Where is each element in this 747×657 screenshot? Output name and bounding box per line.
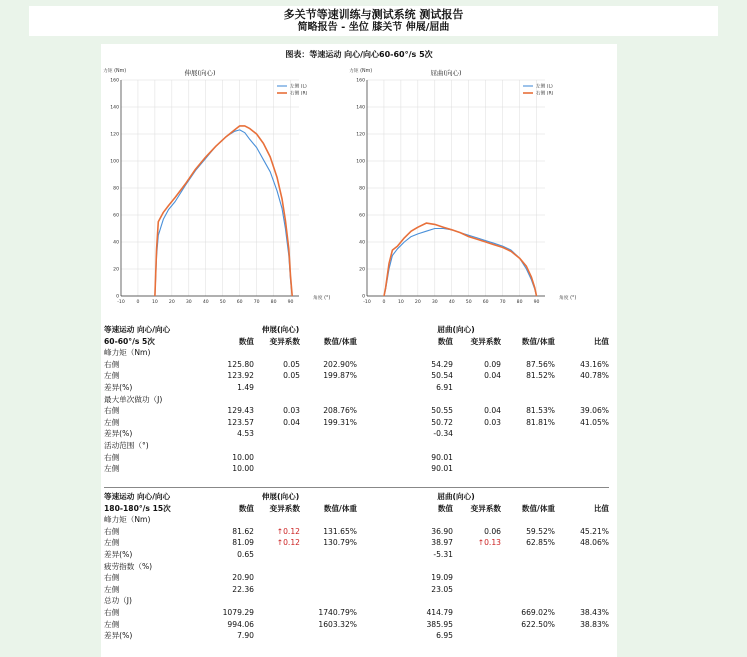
x-tick-label: 80 bbox=[270, 300, 277, 305]
column-header: 数值 bbox=[238, 336, 254, 346]
row-label: 左侧 bbox=[104, 538, 120, 548]
y-tick-label: 120 bbox=[356, 132, 365, 138]
table-cell bbox=[555, 584, 609, 596]
table-cell bbox=[453, 452, 501, 464]
table-cell bbox=[300, 382, 357, 394]
x-tick-label: 60 bbox=[236, 300, 243, 305]
table-cell bbox=[501, 595, 555, 607]
table-header-row bbox=[104, 336, 609, 348]
table-cell: 23.05 bbox=[431, 584, 454, 594]
row-label: 最大单次做功（J) bbox=[104, 394, 163, 404]
column-header: 数值 bbox=[238, 503, 254, 513]
x-tick-label: 0 bbox=[382, 300, 386, 305]
table-cell: 208.76% bbox=[323, 406, 358, 416]
table-subheader-row bbox=[104, 347, 609, 359]
column-header: 数值/体重 bbox=[323, 336, 358, 346]
row-label: 右侧 bbox=[104, 526, 120, 536]
x-tick-label: 50 bbox=[219, 300, 226, 305]
empty-cell bbox=[555, 324, 609, 336]
table-cell: 50.55 bbox=[431, 406, 454, 416]
table-cell bbox=[555, 463, 609, 475]
y-axis-label: 力矩 (Nm) bbox=[349, 69, 373, 74]
table-cell: ↑0.13 bbox=[477, 538, 502, 548]
legend-label: 右侧 (R) bbox=[290, 91, 308, 97]
column-header: 比值 bbox=[593, 336, 610, 346]
series-line-right bbox=[384, 223, 537, 296]
table-cell: 202.90% bbox=[323, 359, 358, 369]
table-cell bbox=[254, 382, 300, 394]
table-cell: ↑0.12 bbox=[276, 526, 300, 536]
legend-label: 左侧 (L) bbox=[536, 84, 553, 90]
table-cell bbox=[453, 463, 501, 475]
row-label: 差异(%) bbox=[104, 631, 133, 641]
row-label: 左侧 bbox=[104, 371, 120, 381]
table-cell: -5.31 bbox=[433, 549, 454, 559]
flexion-chart bbox=[349, 64, 591, 308]
table-cell: 10.00 bbox=[232, 452, 254, 462]
table-cell bbox=[300, 440, 357, 452]
table-cell bbox=[501, 549, 555, 561]
y-tick-label: 20 bbox=[359, 267, 365, 273]
x-tick-label: 60 bbox=[482, 300, 489, 305]
extension-chart bbox=[103, 64, 345, 308]
report-header bbox=[29, 6, 718, 36]
table-row bbox=[104, 537, 609, 549]
table-row bbox=[104, 526, 609, 538]
y-tick-label: 120 bbox=[110, 132, 119, 138]
table-cell: 41.05% bbox=[580, 417, 610, 427]
table-cell bbox=[300, 572, 357, 584]
table-cell bbox=[555, 549, 609, 561]
table-cell: 414.79 bbox=[426, 607, 454, 617]
y-tick-label: 0 bbox=[116, 294, 119, 300]
table-cell bbox=[555, 428, 609, 440]
table-header-row bbox=[104, 503, 609, 515]
row-label: 差异(%) bbox=[104, 429, 133, 439]
table-cell: 81.53% bbox=[526, 406, 556, 416]
x-tick-label: 70 bbox=[499, 300, 506, 305]
table-cell bbox=[254, 394, 300, 406]
y-tick-label: 0 bbox=[362, 294, 365, 300]
table-cell bbox=[204, 514, 254, 526]
section-divider bbox=[104, 487, 609, 488]
table-cell: 385.95 bbox=[426, 619, 454, 629]
chart-title: 伸展(向心) bbox=[184, 69, 216, 77]
column-header: 数值/体重 bbox=[521, 336, 556, 346]
table-cell bbox=[501, 572, 555, 584]
figure-title: 图表：等速运动 向心/向心60-60°/s 5次 bbox=[285, 50, 433, 59]
table-cell bbox=[204, 561, 254, 573]
y-tick-label: 80 bbox=[113, 186, 119, 192]
table-cell: 81.52% bbox=[526, 371, 556, 381]
section-title: 等速运动 向心/向心 bbox=[104, 492, 171, 501]
row-label: 左侧 bbox=[104, 584, 120, 594]
x-tick-label: 20 bbox=[168, 300, 175, 305]
y-tick-label: 80 bbox=[359, 186, 365, 192]
table-row bbox=[104, 572, 609, 584]
table-cell: 36.90 bbox=[431, 526, 454, 536]
row-label: 右侧 bbox=[104, 359, 120, 369]
x-tick-label: 50 bbox=[465, 300, 472, 305]
table-cell bbox=[254, 428, 300, 440]
table-subheader-row bbox=[104, 394, 609, 406]
column-header: 数值 bbox=[437, 336, 454, 346]
table-cell bbox=[357, 514, 453, 526]
table-cell: 0.03 bbox=[484, 417, 502, 427]
column-header: 变异系数 bbox=[470, 503, 502, 513]
row-label: 左侧 bbox=[104, 619, 120, 629]
table-cell: 0.04 bbox=[484, 371, 502, 381]
x-tick-label: 10 bbox=[151, 300, 158, 305]
table-cell: 54.29 bbox=[431, 359, 454, 369]
x-tick-label: -10 bbox=[363, 300, 371, 305]
x-tick-label: 40 bbox=[202, 300, 209, 305]
table-cell bbox=[453, 607, 501, 619]
table-cell bbox=[357, 561, 453, 573]
table-cell bbox=[555, 452, 609, 464]
table-cell bbox=[555, 394, 609, 406]
table-cell bbox=[300, 428, 357, 440]
y-tick-label: 40 bbox=[113, 240, 119, 246]
stats-table-180 bbox=[104, 491, 609, 642]
table-cell bbox=[453, 440, 501, 452]
table-cell bbox=[453, 382, 501, 394]
y-tick-label: 60 bbox=[359, 213, 365, 219]
table-cell bbox=[357, 347, 453, 359]
table-cell bbox=[501, 382, 555, 394]
table-cell: ↑0.12 bbox=[276, 538, 300, 548]
row-label: 峰力矩（Nm) bbox=[104, 515, 151, 525]
table-cell: 10.00 bbox=[232, 464, 254, 474]
table-cell: 90.01 bbox=[431, 464, 454, 474]
table-title-row bbox=[104, 491, 609, 503]
table-cell bbox=[254, 630, 300, 642]
table-cell bbox=[501, 428, 555, 440]
table-cell bbox=[555, 572, 609, 584]
table-cell bbox=[453, 584, 501, 596]
table-cell bbox=[254, 595, 300, 607]
table-subheader-row bbox=[104, 561, 609, 573]
table-cell: 87.56% bbox=[526, 359, 556, 369]
table-cell bbox=[204, 394, 254, 406]
table-cell: 0.04 bbox=[283, 417, 300, 427]
table-cell bbox=[300, 561, 357, 573]
table-cell bbox=[254, 463, 300, 475]
table-cell bbox=[254, 440, 300, 452]
table-cell: 1.49 bbox=[237, 382, 254, 392]
table-cell: 129.43 bbox=[227, 406, 254, 416]
x-tick-label: 20 bbox=[414, 300, 421, 305]
table-cell bbox=[300, 347, 357, 359]
table-row bbox=[104, 619, 609, 631]
column-header: 变异系数 bbox=[269, 336, 300, 346]
table-cell: 0.03 bbox=[283, 406, 300, 416]
x-tick-label: 10 bbox=[397, 300, 404, 305]
row-label: 右侧 bbox=[104, 406, 120, 416]
column-header: 数值 bbox=[437, 503, 454, 513]
table-cell: 50.72 bbox=[431, 417, 454, 427]
x-tick-label: 30 bbox=[431, 300, 438, 305]
table-cell bbox=[501, 440, 555, 452]
table-row bbox=[104, 452, 609, 464]
column-header: 比值 bbox=[593, 503, 610, 513]
table-cell bbox=[555, 630, 609, 642]
table-row bbox=[104, 359, 609, 371]
table-cell: 0.05 bbox=[283, 359, 300, 369]
row-label: 右侧 bbox=[104, 452, 120, 462]
column-header: 变异系数 bbox=[269, 503, 300, 513]
series-line-left bbox=[384, 229, 537, 297]
legend-label: 左侧 (L) bbox=[290, 84, 307, 90]
x-tick-label: 90 bbox=[287, 300, 294, 305]
table-cell: 123.57 bbox=[227, 417, 254, 427]
y-tick-label: 160 bbox=[356, 78, 365, 84]
table-cell: 1603.32% bbox=[318, 619, 358, 629]
y-tick-label: 140 bbox=[110, 105, 119, 111]
table-cell bbox=[453, 619, 501, 631]
table-cell bbox=[453, 428, 501, 440]
table-cell: 0.04 bbox=[484, 406, 502, 416]
table-cell bbox=[300, 452, 357, 464]
table-row bbox=[104, 463, 609, 475]
row-label: 差异(%) bbox=[104, 549, 133, 559]
table-cell: 62.85% bbox=[526, 538, 556, 548]
table-cell bbox=[501, 514, 555, 526]
table-subheader-row bbox=[104, 514, 609, 526]
table-cell: 7.90 bbox=[237, 631, 254, 641]
table-cell bbox=[204, 440, 254, 452]
table-cell: 669.02% bbox=[521, 607, 556, 617]
speed-label: 180-180°/s 15次 bbox=[104, 503, 171, 513]
table-cell bbox=[453, 630, 501, 642]
x-tick-label: 30 bbox=[185, 300, 192, 305]
table-cell bbox=[254, 561, 300, 573]
row-label: 左侧 bbox=[104, 417, 120, 427]
table-cell: 39.06% bbox=[580, 406, 610, 416]
x-tick-label: 70 bbox=[253, 300, 260, 305]
group-flexion-header: 屈曲(向心) bbox=[437, 492, 475, 501]
table-cell: 50.54 bbox=[431, 371, 454, 381]
table-cell bbox=[501, 463, 555, 475]
legend-label: 右侧 (R) bbox=[536, 91, 554, 97]
table-cell: 48.06% bbox=[580, 538, 610, 548]
series-line-left bbox=[155, 130, 292, 296]
table-cell: 38.43% bbox=[580, 607, 610, 617]
table-cell bbox=[453, 549, 501, 561]
row-label: 总功（J) bbox=[104, 596, 132, 606]
table-cell bbox=[453, 394, 501, 406]
table-cell bbox=[254, 549, 300, 561]
table-cell bbox=[254, 619, 300, 631]
table-cell bbox=[555, 347, 609, 359]
table-row bbox=[104, 584, 609, 596]
table-cell: 199.31% bbox=[323, 417, 358, 427]
table-cell bbox=[453, 347, 501, 359]
report-title: 多关节等速训练与测试系统 测试报告 bbox=[283, 8, 464, 21]
speed-label: 60-60°/s 5次 bbox=[104, 336, 155, 346]
column-header: 数值/体重 bbox=[323, 503, 358, 513]
x-axis-label: 角度 (°) bbox=[313, 296, 331, 301]
section-title: 等速运动 向心/向心 bbox=[104, 325, 171, 334]
table-cell: 19.09 bbox=[431, 573, 454, 583]
series-line-right bbox=[155, 126, 292, 296]
table-cell: 130.79% bbox=[323, 538, 358, 548]
y-tick-label: 100 bbox=[356, 159, 365, 165]
group-flexion-header: 屈曲(向心) bbox=[437, 325, 475, 334]
table-cell bbox=[357, 440, 453, 452]
table-cell bbox=[501, 452, 555, 464]
table-cell: 1079.29 bbox=[222, 607, 254, 617]
table-cell bbox=[300, 394, 357, 406]
table-cell: 123.92 bbox=[227, 371, 254, 381]
y-tick-label: 160 bbox=[110, 78, 119, 84]
table-cell bbox=[300, 595, 357, 607]
table-cell: 0.05 bbox=[283, 371, 300, 381]
table-row bbox=[104, 382, 609, 394]
table-cell: 59.52% bbox=[526, 526, 556, 536]
table-cell bbox=[555, 382, 609, 394]
row-label: 峰力矩（Nm) bbox=[104, 348, 151, 358]
report-page bbox=[101, 44, 617, 657]
table-cell: 4.53 bbox=[237, 429, 254, 439]
table-cell bbox=[501, 561, 555, 573]
table-cell bbox=[501, 347, 555, 359]
table-cell bbox=[254, 584, 300, 596]
table-cell bbox=[204, 595, 254, 607]
y-tick-label: 100 bbox=[110, 159, 119, 165]
table-cell bbox=[501, 584, 555, 596]
row-label: 右侧 bbox=[104, 607, 120, 617]
table-cell: 0.06 bbox=[484, 526, 502, 536]
table-cell bbox=[300, 463, 357, 475]
table-cell bbox=[254, 572, 300, 584]
table-cell bbox=[555, 595, 609, 607]
row-label: 疲劳指数（%) bbox=[104, 561, 153, 571]
table-cell bbox=[453, 514, 501, 526]
table-cell: 38.83% bbox=[580, 619, 610, 629]
table-cell bbox=[501, 630, 555, 642]
x-tick-label: 90 bbox=[533, 300, 540, 305]
table-title-row bbox=[104, 324, 609, 336]
table-cell bbox=[501, 394, 555, 406]
x-tick-label: 80 bbox=[516, 300, 523, 305]
table-cell bbox=[254, 347, 300, 359]
table-cell: 131.65% bbox=[323, 526, 358, 536]
x-tick-label: -10 bbox=[117, 300, 125, 305]
table-cell bbox=[300, 584, 357, 596]
row-label: 差异(%) bbox=[104, 382, 133, 392]
table-cell: 994.06 bbox=[227, 619, 254, 629]
column-header: 数值/体重 bbox=[521, 503, 556, 513]
table-cell bbox=[555, 561, 609, 573]
table-cell: 81.81% bbox=[526, 417, 556, 427]
table-cell bbox=[453, 595, 501, 607]
y-tick-label: 40 bbox=[359, 240, 365, 246]
table-cell bbox=[300, 514, 357, 526]
table-cell: 43.16% bbox=[580, 359, 610, 369]
table-cell bbox=[453, 561, 501, 573]
table-row bbox=[104, 370, 609, 382]
table-row bbox=[104, 405, 609, 417]
y-tick-label: 20 bbox=[113, 267, 119, 273]
table-cell bbox=[254, 607, 300, 619]
empty-cell bbox=[555, 491, 609, 503]
table-cell bbox=[357, 595, 453, 607]
table-cell: 40.78% bbox=[580, 371, 610, 381]
table-row bbox=[104, 549, 609, 561]
table-cell: 622.50% bbox=[521, 619, 556, 629]
stats-table-60 bbox=[104, 324, 609, 475]
table-row bbox=[104, 607, 609, 619]
table-cell: 90.01 bbox=[431, 452, 454, 462]
table-cell: -0.34 bbox=[433, 429, 454, 439]
table-row bbox=[104, 630, 609, 642]
table-cell: 1740.79% bbox=[318, 607, 358, 617]
table-cell: 125.80 bbox=[227, 359, 254, 369]
table-cell bbox=[300, 549, 357, 561]
table-cell: 45.21% bbox=[580, 526, 610, 536]
y-tick-label: 140 bbox=[356, 105, 365, 111]
table-cell bbox=[254, 452, 300, 464]
column-header: 变异系数 bbox=[470, 336, 502, 346]
table-cell bbox=[204, 347, 254, 359]
table-cell bbox=[254, 514, 300, 526]
row-label: 左侧 bbox=[104, 464, 120, 474]
y-tick-label: 60 bbox=[113, 213, 119, 219]
table-cell: 20.90 bbox=[232, 573, 254, 583]
table-cell bbox=[357, 394, 453, 406]
table-row bbox=[104, 428, 609, 440]
table-cell: 199.87% bbox=[323, 371, 358, 381]
table-cell bbox=[555, 514, 609, 526]
group-extension-header: 伸展(向心) bbox=[261, 492, 300, 501]
table-cell: 0.65 bbox=[237, 549, 254, 559]
table-cell bbox=[300, 630, 357, 642]
x-tick-label: 0 bbox=[136, 300, 140, 305]
table-row bbox=[104, 417, 609, 429]
table-cell: 6.95 bbox=[436, 631, 454, 641]
y-axis-label: 力矩 (Nm) bbox=[103, 69, 127, 74]
table-cell: 6.91 bbox=[436, 382, 454, 392]
report-subtitle: 简略报告 - 坐位 膝关节 伸展/屈曲 bbox=[297, 22, 450, 33]
x-axis-label: 角度 (°) bbox=[559, 296, 577, 301]
row-label: 活动范围（°) bbox=[104, 440, 149, 450]
row-label: 右侧 bbox=[104, 573, 120, 583]
group-extension-header: 伸展(向心) bbox=[261, 325, 300, 334]
table-cell: 81.09 bbox=[232, 538, 254, 548]
table-cell: 0.09 bbox=[484, 359, 502, 369]
table-cell bbox=[555, 440, 609, 452]
table-subheader-row bbox=[104, 595, 609, 607]
table-cell bbox=[453, 572, 501, 584]
table-cell: 38.97 bbox=[431, 538, 454, 548]
x-tick-label: 40 bbox=[448, 300, 455, 305]
table-cell: 22.36 bbox=[232, 584, 254, 594]
chart-title: 屈曲(向心) bbox=[430, 69, 462, 77]
table-cell: 81.62 bbox=[232, 526, 254, 536]
table-subheader-row bbox=[104, 440, 609, 452]
